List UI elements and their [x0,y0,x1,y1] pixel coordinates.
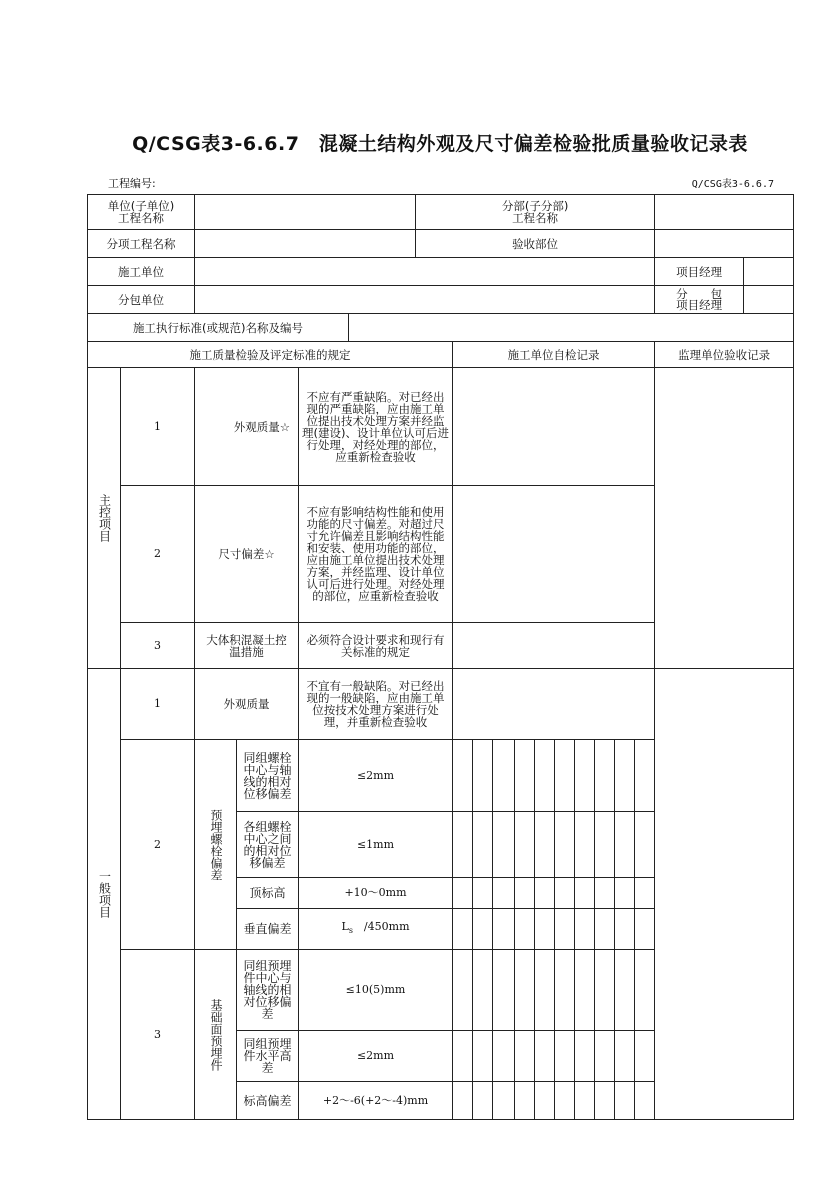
gen-item-2-row-2-name: 各组螺栓中心之间的相对位移偏差 [237,812,299,878]
sub-item-name-field[interactable] [195,230,416,258]
check-cell[interactable] [493,950,515,1031]
check-cell[interactable] [453,1031,473,1082]
gen-item-1-no: 1 [121,669,195,740]
check-cell[interactable] [635,950,655,1031]
gen-item-2-row-3-name: 顶标高 [237,878,299,909]
col-header-spec: 施工质量检验及评定标准的规定 [88,342,453,368]
gen-item-2-row-4-spec [299,909,453,950]
check-cell[interactable] [555,812,575,878]
acceptance-record-table [87,194,794,1120]
main-item-2-no: 2 [121,486,195,623]
check-cell[interactable] [515,1031,535,1082]
gen-item-3-row-1-name: 同组预埋件中心与轴线的相对位移偏差 [237,950,299,1031]
check-cell[interactable] [555,909,575,950]
check-cell[interactable] [473,812,493,878]
main-item-1-name: 外观质量☆ [195,368,299,486]
check-cell[interactable] [535,1082,555,1120]
check-cell[interactable] [575,878,595,909]
check-cell[interactable] [615,909,635,950]
check-cell[interactable] [635,740,655,812]
col-header-self-check: 施工单位自检记录 [453,342,655,368]
check-cell[interactable] [575,812,595,878]
gen-item-3-row-1-spec: ≤10(5)mm [299,950,453,1031]
check-cell[interactable] [595,1082,615,1120]
col-header-supervisor: 监理单位验收记录 [655,342,794,368]
main-item-1-requirement: 不应有严重缺陷。对已经出现的严重缺陷，应由施工单位提出技术处理方案并经监理(建设)、设计单位认可后进行处理，对经处理的部位，应重新检查验收 [299,368,453,486]
check-cell[interactable] [535,1031,555,1082]
check-cell[interactable] [535,812,555,878]
gen-item-3-no: 3 [121,950,195,1120]
check-cell[interactable] [473,1082,493,1120]
check-cell[interactable] [595,812,615,878]
sub-item-name-label: 分项工程名称 [88,230,195,258]
check-cell[interactable] [635,1031,655,1082]
gen-item-3-group-label: 基础面预埋件 [209,998,224,1071]
check-cell[interactable] [493,1082,515,1120]
main-item-3-self-check[interactable] [453,623,655,669]
check-cell[interactable] [535,909,555,950]
project-manager-field[interactable] [744,258,794,286]
check-cell[interactable] [515,1082,535,1120]
unit-project-name-label: 单位(子单位) 工程名称 [88,195,195,230]
construction-unit-field[interactable] [195,258,655,286]
main-supervisor-record[interactable] [655,368,794,669]
acceptance-part-field[interactable] [655,230,794,258]
check-cell[interactable] [453,740,473,812]
check-cell[interactable] [595,1031,615,1082]
check-cell[interactable] [493,878,515,909]
check-cell[interactable] [615,740,635,812]
main-item-3-requirement: 必须符合设计要求和现行有关标准的规定 [299,623,453,669]
check-cell[interactable] [555,878,575,909]
check-cell[interactable] [515,878,535,909]
check-cell[interactable] [473,909,493,950]
check-cell[interactable] [453,950,473,1031]
check-cell[interactable] [493,1031,515,1082]
check-cell[interactable] [635,1082,655,1120]
check-cell[interactable] [535,950,555,1031]
gen-item-1-requirement: 不宜有一般缺陷。对已经出现的一般缺陷，应由施工单位按技术处理方案进行处理，并重新检查验收 [299,669,453,740]
main-item-3-name: 大体积混凝土控温措施 [195,623,299,669]
check-cell[interactable] [555,740,575,812]
main-item-1-self-check[interactable] [453,368,655,486]
check-cell[interactable] [453,878,473,909]
check-cell[interactable] [595,950,615,1031]
subcontract-unit-field[interactable] [195,286,655,314]
gen-item-3-group [195,950,237,1120]
gen-item-3-row-3-spec: +2～-6(+2～-4)mm [299,1082,453,1120]
check-cell[interactable] [535,740,555,812]
check-cell[interactable] [595,878,615,909]
check-cell[interactable] [575,740,595,812]
main-item-2-requirement: 不应有影响结构性能和使用功能的尺寸偏差。对超过尺寸允许偏差且影响结构性能和安装、使用功能的部位，应由施工单位提出技术处理方案，并经监理、设计单位认可后进行处理。对经处理的部位，应重新检查验收 [299,486,453,623]
check-cell[interactable] [453,812,473,878]
page-title: Q/CSG表3-6.6.7 混凝土结构外观及尺寸偏差检验批质量验收记录表 [132,133,748,155]
check-cell[interactable] [595,740,615,812]
sub-division-name-field[interactable] [655,195,794,230]
check-cell[interactable] [473,950,493,1031]
form-code: Q/CSG表3-6.6.7 [691,179,774,190]
sub-division-name-label: 分部(子分部) 工程名称 [416,195,655,230]
check-cell[interactable] [615,1031,635,1082]
subcontract-manager-line2: 项目经理 [676,297,723,312]
check-cell[interactable] [575,950,595,1031]
subcontract-manager-line1: 分 包 [676,286,723,301]
check-cell[interactable] [535,878,555,909]
subcontract-unit-label: 分包单位 [88,286,195,314]
standard-name-label: 施工执行标准(或规范)名称及编号 [88,314,349,342]
check-cell[interactable] [635,909,655,950]
main-item-2-name: 尺寸偏差☆ [195,486,299,623]
check-cell[interactable] [575,1082,595,1120]
check-cell[interactable] [515,950,535,1031]
unit-project-name-field[interactable] [195,195,416,230]
subcontract-manager-field[interactable] [744,286,794,314]
check-cell[interactable] [615,878,635,909]
gen-item-2-row-1-spec: ≤2mm [299,740,453,812]
check-cell[interactable] [635,812,655,878]
check-cell[interactable] [473,1031,493,1082]
gen-item-3-row-2-name: 同组预埋件水平高差 [237,1031,299,1082]
check-cell[interactable] [635,878,655,909]
general-supervisor-record[interactable] [655,669,794,1120]
gen-item-2-row-3-spec: +10～0mm [299,878,453,909]
gen-item-2-group-label: 预埋螺栓偏差 [209,808,224,881]
acceptance-part-label: 验收部位 [416,230,655,258]
check-cell[interactable] [493,740,515,812]
general-label: 一般项目 [97,870,112,918]
main-item-2-self-check[interactable] [453,486,655,623]
gen-item-3-row-3-name: 标高偏差 [237,1082,299,1120]
main-item-3-no: 3 [121,623,195,669]
check-cell[interactable] [473,878,493,909]
main-control-section [88,368,121,669]
construction-unit-label: 施工单位 [88,258,195,286]
check-cell[interactable] [555,1082,575,1120]
gen-item-2-no: 2 [121,740,195,950]
standard-name-field[interactable] [349,314,794,342]
check-cell[interactable] [575,1031,595,1082]
subcontract-manager-label [655,286,744,314]
check-cell[interactable] [615,1082,635,1120]
gen-item-1-self-check[interactable] [453,669,655,740]
gen-item-2-row-1-name: 同组螺栓中心与轴线的相对位移偏差 [237,740,299,812]
check-cell[interactable] [615,812,635,878]
gen-item-2-group [195,740,237,950]
main-item-1-no: 1 [121,368,195,486]
check-cell[interactable] [493,909,515,950]
general-section [88,669,121,1120]
gen-item-3-row-2-spec: ≤2mm [299,1031,453,1082]
project-manager-label: 项目经理 [655,258,744,286]
check-cell[interactable] [515,740,535,812]
check-cell[interactable] [515,812,535,878]
check-cell[interactable] [555,1031,575,1082]
check-cell[interactable] [453,1082,473,1120]
check-cell[interactable] [595,909,615,950]
check-cell[interactable] [615,950,635,1031]
gen-item-2-row-4-name: 垂直偏差 [237,909,299,950]
gen-item-2-row-2-spec: ≤1mm [299,812,453,878]
check-cell[interactable] [473,740,493,812]
project-no-label: 工程编号: [108,177,156,190]
spec-main: L [341,919,349,933]
spec-tail: /450mm [352,919,410,933]
check-cell[interactable] [515,909,535,950]
check-cell[interactable] [453,909,473,950]
check-cell[interactable] [575,909,595,950]
spec-subscript: s [348,926,353,936]
check-cell[interactable] [555,950,575,1031]
check-cell[interactable] [493,812,515,878]
gen-item-1-name: 外观质量 [195,669,299,740]
main-control-label: 主控项目 [97,494,112,542]
